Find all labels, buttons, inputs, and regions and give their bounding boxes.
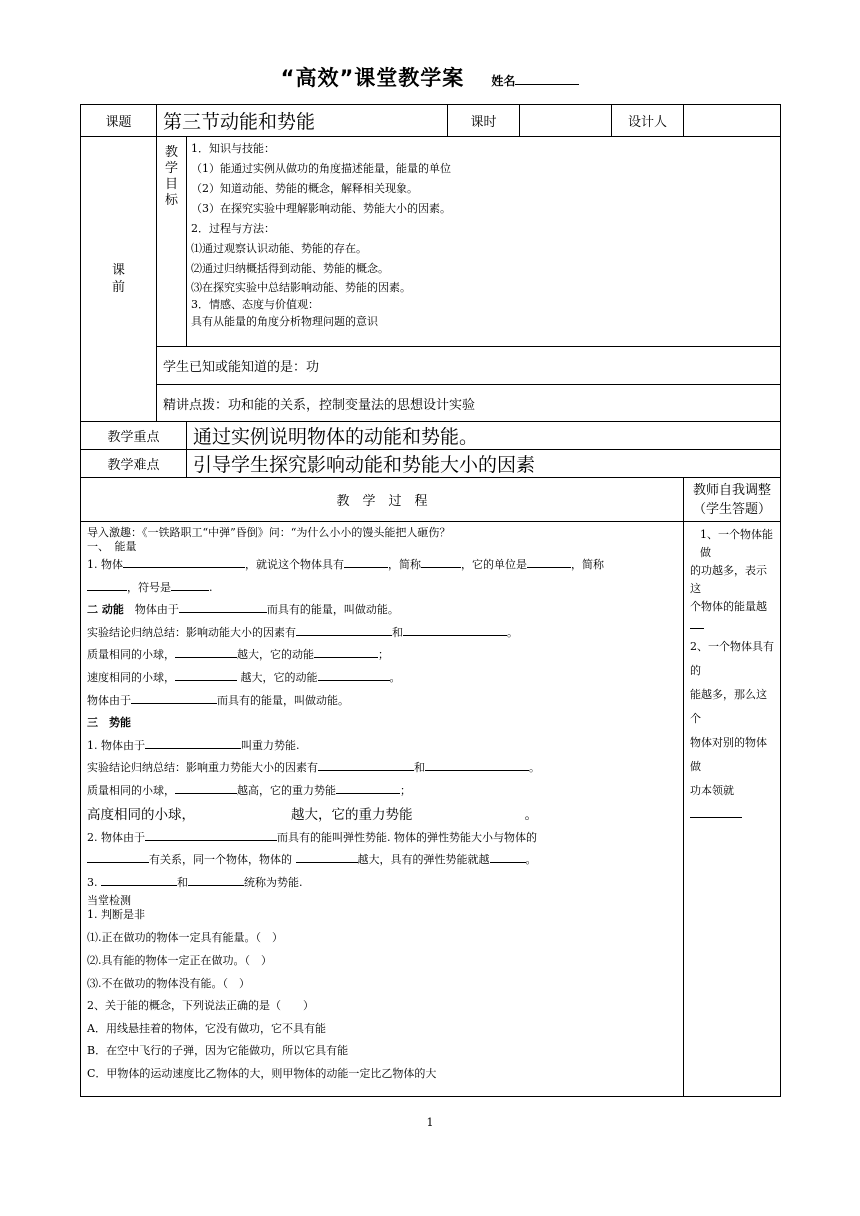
energy-line-2: ，符号是 . [87,577,677,600]
side-answers [684,522,781,1097]
check-title: 当堂检测 [87,894,131,908]
section-energy-title: 一、 能量 [87,540,137,553]
potential-line-5: 2. 物体由于 而具有的能叫弹性势能. 物体的弹性势能大小与物体的 [87,827,677,850]
side-header [684,478,781,522]
goal-line: 3．情感、态度与价值观： [191,298,319,311]
check-item-2: 2、关于能的概念，下列说法正确的是（ ） [87,999,314,1013]
topic-value: 第三节动能和势能 [157,105,448,137]
potential-line-1: 1. 物体由于 叫重力势能. [87,735,677,758]
name-blank [515,72,579,85]
kinetic-line-5: 物体由于 而具有的能量，叫做动能。 [87,690,677,713]
process-header-row [81,478,781,522]
option-b: B．在空中飞行的子弹，因为它能做功，所以它具有能 [87,1044,349,1058]
kinetic-line-3: 质量相同的小球， 越大，它的动能 ； [87,644,677,667]
check-item-1: 1. 判断是非 [87,908,145,922]
potential-line-6: 有关系，同一个物体，物体的 越大，具有的弹性势能就越 。 [87,849,677,872]
pre-class-label: 课前 [81,137,157,422]
key-points: 精讲点拨：功和能的关系，控制变量法的思想设计实验 [157,385,781,422]
focus-value: 通过实例说明物体的动能和势能。 [187,422,781,450]
side-line: 的功越多，表示这 [690,564,768,595]
topic-label: 课题 [81,105,157,137]
focus-label: 教学重点 [81,422,187,450]
goal-line: ⑶在探究实验中总结影响动能、势能的因素。 [191,281,411,294]
difficulty-row [81,450,781,478]
check-q3: ⑶.不在做功的物体没有能。（ ） [87,976,250,990]
period-value [520,105,612,137]
goal-line: 2．过程与方法： [191,222,275,235]
side-line: 2、一个物体具有的 [690,640,775,677]
goal-line: 具有从能量的角度分析物理问题的意识 [191,315,378,328]
goals-row [81,137,781,347]
difficulty-value: 引导学生探究影响动能和势能大小的因素 [187,450,781,478]
process-content [81,522,684,1097]
energy-line-1: 1. 物体 ，就说这个物体具有 ，简称 ，它的单位是 ，简称 [87,554,677,577]
section-potential-title: 三 势能 [87,716,131,730]
document-title [0,62,860,92]
goal-line: （2）知道动能、势能的概念，解释相关现象。 [191,182,418,195]
kinetic-line-2: 实验结论归纳总结：影响动能大小的因素有 和 。 [87,622,677,645]
potential-line-4: 高度相同的小球， 越大，它的重力势能 。 [87,806,538,823]
designer-label: 设计人 [612,105,684,137]
potential-line-7: 3. 和 统称为势能. [87,872,677,895]
goal-line: ⑵通过归纳概括得到动能、势能的概念。 [191,262,389,275]
option-c: C．甲物体的运动速度比乙物体的大，则甲物体的动能一定比乙物体的大 [87,1066,437,1080]
period-label: 课时 [448,105,520,137]
side-title-1: 教师自我调整 [693,482,772,498]
student-known: 学生已知或能知道的是：功 [157,347,781,385]
side-line: 能越多，那么这个 [690,688,768,725]
side-line: 物体对别的物体做 [690,736,768,773]
process-row [81,522,781,1097]
section-kinetic-title: 二 动能 [87,603,124,617]
side-line: 个物体的能量越 [690,598,774,635]
kinetic-line-1: 二 动能 物体由于 而具有的能量，叫做动能。 [87,599,677,622]
info-row [81,105,781,137]
check-q1: ⑴.正在做功的物体一定具有能量。（ ） [87,931,283,945]
potential-line-2: 实验结论归纳总结：影响重力势能大小的因素有 和 。 [87,757,677,780]
intro-line: 导入激趣：《一铁路职工“中弹”昏倒》问：“为什么小小的馒头能把人砸伤？ [87,526,451,539]
lesson-plan-table [80,104,781,1097]
option-a: A．用线悬挂着的物体，它没有做功，它不具有能 [87,1021,326,1035]
name-label: 姓名 [491,74,516,88]
process-title: 教 学 过 程 [81,478,684,522]
designer-value [684,105,781,137]
potential-line-3: 质量相同的小球， 越高，它的重力势能 ； [87,780,677,803]
difficulty-label: 教学难点 [81,450,187,478]
side-line: 1、一个物体能做 [700,528,774,559]
focus-row [81,422,781,450]
check-q2: ⑵.具有能的物体一定正在做功。（ ） [87,953,272,967]
side-line: 功本领就 [690,779,774,827]
goals-label: 教学目标 [157,137,187,347]
goal-line: （3）在探究实验中理解影响动能、势能大小的因素。 [191,202,451,215]
known-row [81,347,781,385]
title-text: “高效”课堂教学案 [280,66,465,90]
keypoints-row [81,385,781,422]
goal-line: 1．知识与技能： [191,142,275,155]
goal-line: ⑴通过观察认识动能、势能的存在。 [191,242,367,255]
teaching-goals [187,137,781,347]
page-number: 1 [426,1116,434,1129]
goal-line: （1）能通过实例从做功的角度描述能量，能量的单位 [191,162,451,175]
kinetic-line-4: 速度相同的小球， 越大，它的动能 。 [87,667,677,690]
side-title-2: （学生答题） [693,501,772,517]
